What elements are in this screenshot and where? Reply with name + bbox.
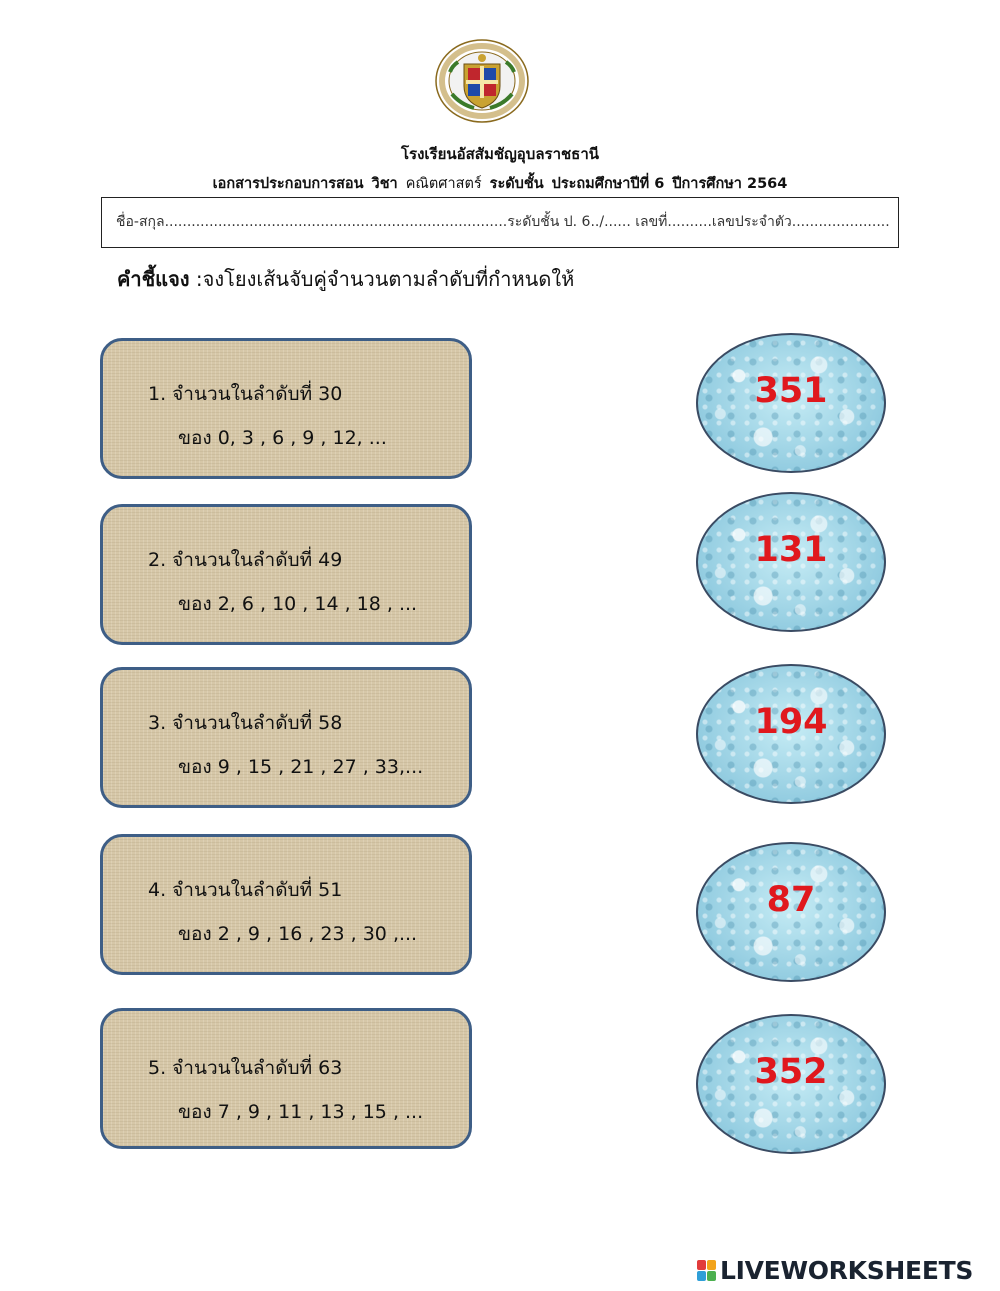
- question-card-5[interactable]: [100, 1008, 472, 1149]
- answer-value: 351: [754, 371, 828, 411]
- question-sequence: ของ 9 , 15 , 21 , 27 , 33,...: [178, 756, 424, 778]
- answer-bubble-4[interactable]: [696, 842, 886, 982]
- answer-bubble-5[interactable]: [696, 1014, 886, 1154]
- answer-bubble-2[interactable]: [696, 492, 886, 632]
- document-header: [0, 172, 1000, 195]
- answer-value: 194: [754, 702, 828, 742]
- grade: ประถมศึกษาปีที่ 6: [551, 176, 665, 192]
- liveworksheets-logo-icon: [697, 1260, 717, 1282]
- instruction-label: คำชี้แจง: [117, 267, 190, 291]
- question-title: 4. จำนวนในลำดับที่ 51: [148, 879, 343, 901]
- answer-bubble-1[interactable]: [696, 333, 886, 473]
- question-sequence: ของ 2 , 9 , 16 , 23 , 30 ,...: [178, 923, 418, 945]
- grade-label: ระดับชั้น: [489, 176, 544, 192]
- school-logo: [434, 38, 530, 124]
- question-title: 1. จำนวนในลำดับที่ 30: [148, 383, 343, 405]
- answer-value: 87: [766, 880, 816, 920]
- question-card-1[interactable]: [100, 338, 472, 479]
- question-sequence: ของ 2, 6 , 10 , 14 , 18 , ...: [178, 593, 418, 615]
- question-card-3[interactable]: [100, 667, 472, 808]
- subject: คณิตศาสตร์: [405, 176, 482, 192]
- answer-value: 131: [754, 530, 828, 570]
- instruction-text: :จงโยงเส้นจับคู่จำนวนตามลำดับที่กำหนดให้: [189, 267, 575, 291]
- doc-type: เอกสารประกอบการสอน: [212, 176, 364, 192]
- question-title: 5. จำนวนในลำดับที่ 63: [148, 1057, 343, 1079]
- school-name: โรงเรียนอัสสัมชัญอุบลราชธานี: [400, 145, 600, 163]
- question-sequence: ของ 0, 3 , 6 , 9 , 12, ...: [178, 427, 387, 449]
- academic-year: ปีการศึกษา 2564: [672, 176, 788, 192]
- student-info-box: [101, 197, 899, 248]
- question-card-4[interactable]: [100, 834, 472, 975]
- subject-label: วิชา: [371, 176, 398, 192]
- question-title: 2. จำนวนในลำดับที่ 49: [148, 549, 343, 571]
- answer-value: 352: [754, 1052, 828, 1092]
- question-sequence: ของ 7 , 9 , 11 , 13 , 15 , ...: [178, 1101, 424, 1123]
- liveworksheets-wordmark: LIVEWORKSHEETS: [720, 1256, 974, 1285]
- instruction: [117, 263, 574, 295]
- answer-bubble-3[interactable]: [696, 664, 886, 804]
- student-info-line: ชื่อ-สกุล.............................................................................ระดับชั้น ป. 6../...... เลขที่..........เลขประจำตัว......................: [116, 214, 890, 230]
- question-card-2[interactable]: [100, 504, 472, 645]
- question-title: 3. จำนวนในลำดับที่ 58: [148, 712, 343, 734]
